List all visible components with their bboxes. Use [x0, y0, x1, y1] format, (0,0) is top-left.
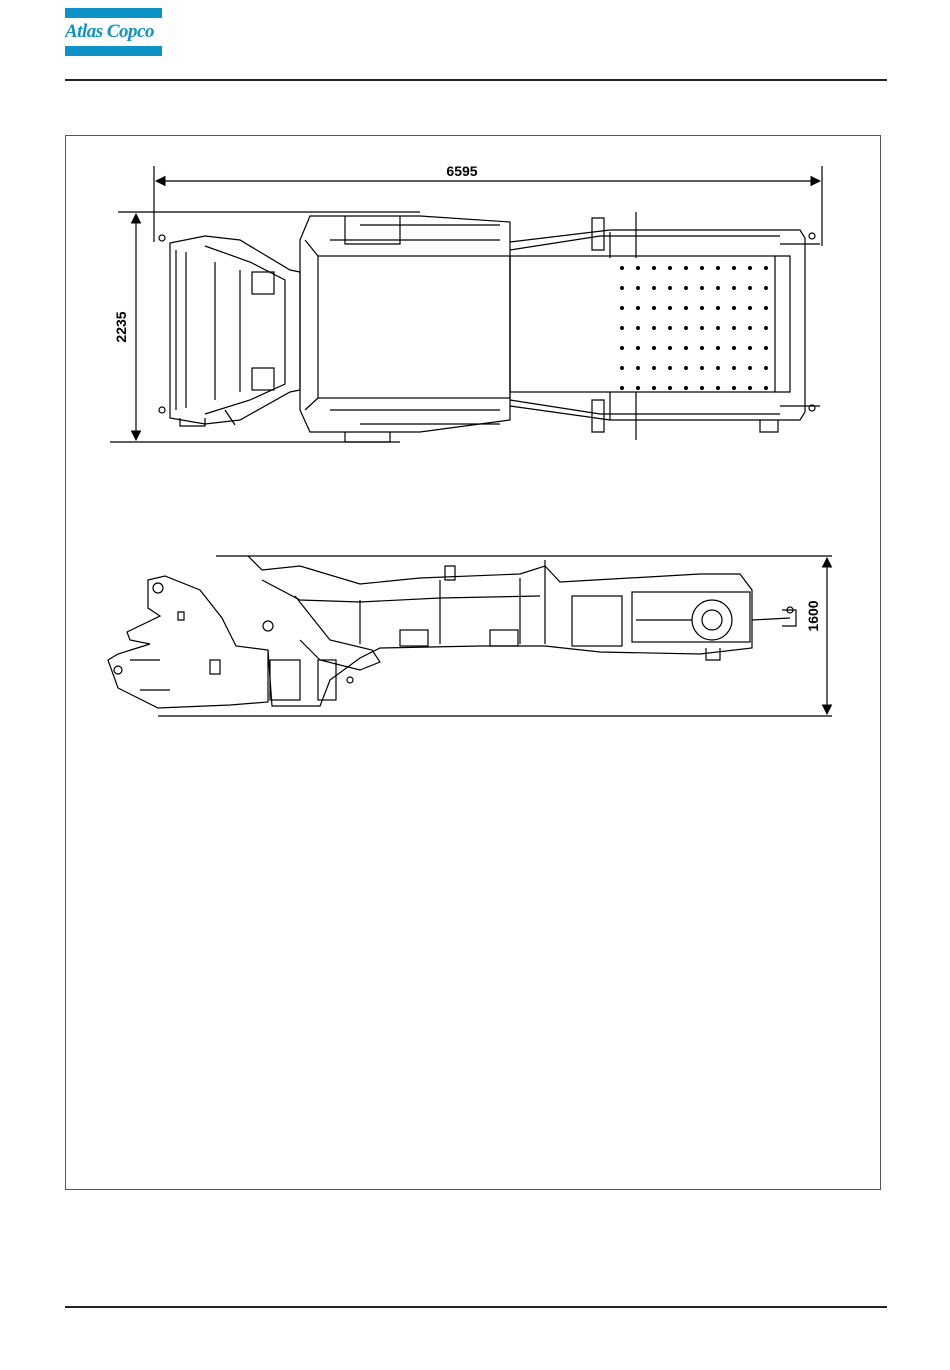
conveyor-bolt [684, 266, 688, 270]
conveyor-bolt [620, 386, 624, 390]
conveyor-bolt [668, 346, 672, 350]
conveyor-bolt [700, 326, 704, 330]
conveyor-bolt [684, 326, 688, 330]
height-dimension-label: 1600 [805, 600, 821, 632]
conveyor-bolt [716, 266, 720, 270]
conveyor-bolt [652, 346, 656, 350]
conveyor-bolt [700, 266, 704, 270]
conveyor-bolt [684, 346, 688, 350]
conveyor-bolt [748, 286, 752, 290]
conveyor-bolt [764, 366, 768, 370]
conveyor-bolt [636, 366, 640, 370]
conveyor-bolt [764, 326, 768, 330]
conveyor-bolt [764, 386, 768, 390]
conveyor-bolt [636, 326, 640, 330]
conveyor-bolt [652, 386, 656, 390]
conveyor-bolt [716, 346, 720, 350]
conveyor-bolt [668, 266, 672, 270]
conveyor-bolt [732, 386, 736, 390]
conveyor-bolt [764, 266, 768, 270]
conveyor-bolt [620, 346, 624, 350]
conveyor-bolt [636, 386, 640, 390]
conveyor-bolt [700, 346, 704, 350]
conveyor-bolt-pattern [620, 266, 768, 390]
conveyor-bolt [620, 266, 624, 270]
conveyor-bolt [668, 306, 672, 310]
conveyor-bolt [748, 266, 752, 270]
conveyor-bolt [652, 286, 656, 290]
conveyor-bolt [732, 326, 736, 330]
width-dimension-label: 2235 [113, 311, 129, 343]
conveyor-bolt [668, 286, 672, 290]
conveyor-bolt [748, 386, 752, 390]
conveyor-bolt [732, 306, 736, 310]
conveyor-bolt [620, 326, 624, 330]
conveyor-bolt [684, 286, 688, 290]
conveyor-bolt [748, 326, 752, 330]
conveyor-bolt [668, 386, 672, 390]
conveyor-bolt [652, 366, 656, 370]
conveyor-bolt [764, 306, 768, 310]
conveyor-bolt [620, 286, 624, 290]
conveyor-bolt [716, 326, 720, 330]
conveyor-bolt [732, 346, 736, 350]
conveyor-bolt [652, 266, 656, 270]
conveyor-bolt [684, 366, 688, 370]
conveyor-bolt [636, 286, 640, 290]
conveyor-bolt [620, 366, 624, 370]
conveyor-bolt [636, 266, 640, 270]
conveyor-bolt [764, 286, 768, 290]
conveyor-bolt [748, 306, 752, 310]
conveyor-bolt [732, 366, 736, 370]
conveyor-bolt [668, 326, 672, 330]
conveyor-bolt [716, 386, 720, 390]
conveyor-bolt [700, 286, 704, 290]
conveyor-bolt [700, 306, 704, 310]
conveyor-bolt [700, 386, 704, 390]
logo-wordmark: Atlas Copco [65, 21, 154, 42]
conveyor-bolt [636, 346, 640, 350]
length-dimension-label: 6595 [446, 163, 478, 179]
conveyor-bolt [732, 266, 736, 270]
conveyor-bolt [732, 286, 736, 290]
conveyor-bolt [748, 346, 752, 350]
conveyor-bolt [652, 306, 656, 310]
conveyor-bolt [764, 346, 768, 350]
conveyor-bolt [716, 366, 720, 370]
conveyor-bolt [684, 386, 688, 390]
side-view [108, 556, 832, 716]
conveyor-bolt [716, 306, 720, 310]
conveyor-bolt [684, 306, 688, 310]
conveyor-bolt [636, 306, 640, 310]
conveyor-bolt [668, 366, 672, 370]
conveyor-bolt [748, 366, 752, 370]
top-view [110, 166, 822, 442]
conveyor-bolt [716, 286, 720, 290]
conveyor-bolt [700, 366, 704, 370]
conveyor-bolt [620, 306, 624, 310]
conveyor-bolt [652, 326, 656, 330]
